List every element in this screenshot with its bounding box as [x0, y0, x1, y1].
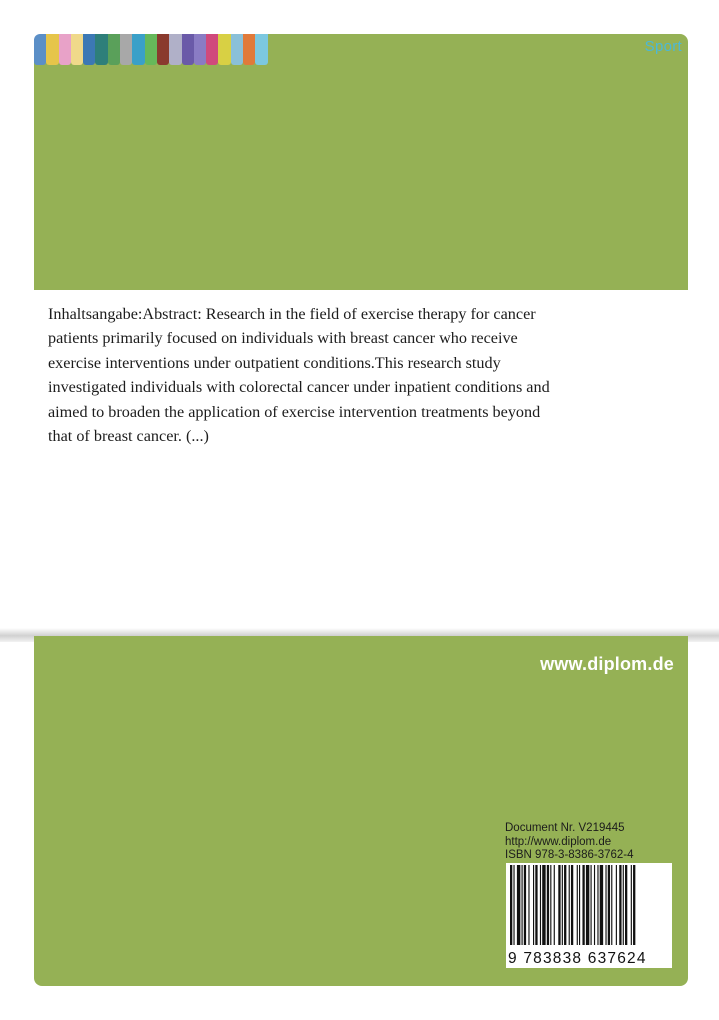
color-strip-tab: [218, 34, 230, 65]
barcode-bar: [625, 865, 627, 945]
color-strip-tab: [95, 34, 107, 65]
barcode-bar: [597, 865, 598, 945]
cover-top-panel: [34, 34, 688, 290]
barcode-bar: [535, 865, 537, 945]
color-strip-tab: [71, 34, 83, 65]
abstract-text: [48, 302, 608, 448]
abstract-section: [0, 290, 719, 636]
barcode-bar: [564, 865, 566, 945]
barcode-bar: [605, 865, 606, 945]
color-strip-tab: [120, 34, 132, 65]
barcode-bar: [619, 865, 621, 945]
document-number: Document Nr. V219445: [505, 822, 625, 834]
barcode-number: 9 783838 637624: [508, 950, 647, 967]
color-strip-tab: [231, 34, 243, 65]
barcode-bar: [577, 865, 578, 945]
barcode-bar: [522, 865, 523, 945]
barcode-bar: [533, 865, 534, 945]
color-strip-tab: [46, 34, 58, 65]
color-strip-tab: [169, 34, 181, 65]
barcode-bar: [594, 865, 595, 945]
color-strip-tab: [83, 34, 95, 65]
color-strip-tab: [255, 34, 267, 65]
barcode-bar: [517, 865, 520, 945]
color-strip-tab: [108, 34, 120, 65]
barcode-bar: [540, 865, 541, 945]
color-strip-tab: [145, 34, 157, 65]
barcode-bar: [569, 865, 570, 945]
color-strip-tab: [157, 34, 169, 65]
color-strip-tab: [243, 34, 255, 65]
document-isbn: ISBN 978-3-8386-3762-4: [505, 849, 634, 861]
category-label: Sport: [644, 38, 682, 55]
barcode-bar: [586, 865, 589, 945]
abstract-line: patients primarily focused on individuals with breast cancer who receive: [48, 329, 518, 348]
color-strip-tab: [194, 34, 206, 65]
barcode-bar: [550, 865, 551, 945]
color-strip-tab: [206, 34, 218, 65]
abstract-line: Inhaltsangabe:Abstract: Research in the field of exercise therapy for cancer: [48, 305, 536, 323]
barcode: [506, 863, 672, 968]
barcode-bar: [554, 865, 555, 945]
barcode-bar: [524, 865, 526, 945]
document-info: [505, 822, 634, 863]
barcode-bar: [582, 865, 584, 945]
barcode-bar: [542, 865, 545, 945]
abstract-line: investigated individuals with colorectal cancer under inpatient conditions and: [48, 378, 550, 397]
abstract-line: aimed to broaden the application of exercise intervention treatments beyond: [48, 402, 541, 421]
document-website: http://www.diplom.de: [505, 835, 612, 848]
barcode-bar: [547, 865, 549, 945]
barcode-bar: [591, 865, 592, 945]
barcode-bar: [611, 865, 612, 945]
barcode-bar: [571, 865, 573, 945]
barcode-bar: [623, 865, 624, 945]
color-strip: [34, 34, 268, 65]
barcode-bar: [608, 865, 610, 945]
barcode-bar: [579, 865, 580, 945]
barcode-bar: [558, 865, 560, 945]
abstract-line: exercise interventions under outpatient conditions.This research study: [48, 353, 501, 372]
barcode-bar: [528, 865, 529, 945]
barcode-bar: [513, 865, 514, 945]
color-strip-tab: [132, 34, 144, 65]
barcode-bar: [631, 865, 632, 945]
cover-bottom-panel: [34, 636, 688, 986]
barcode-bar: [510, 865, 512, 945]
barcode-bar: [616, 865, 617, 945]
color-strip-tab: [59, 34, 71, 65]
color-strip-tab: [182, 34, 194, 65]
publisher-url[interactable]: www.diplom.de: [540, 654, 674, 674]
abstract-line: that of breast cancer. (...): [48, 427, 209, 446]
barcode-bar: [562, 865, 563, 945]
barcode-bar: [633, 865, 635, 945]
barcode-bar: [600, 865, 603, 945]
color-strip-tab: [34, 34, 46, 65]
